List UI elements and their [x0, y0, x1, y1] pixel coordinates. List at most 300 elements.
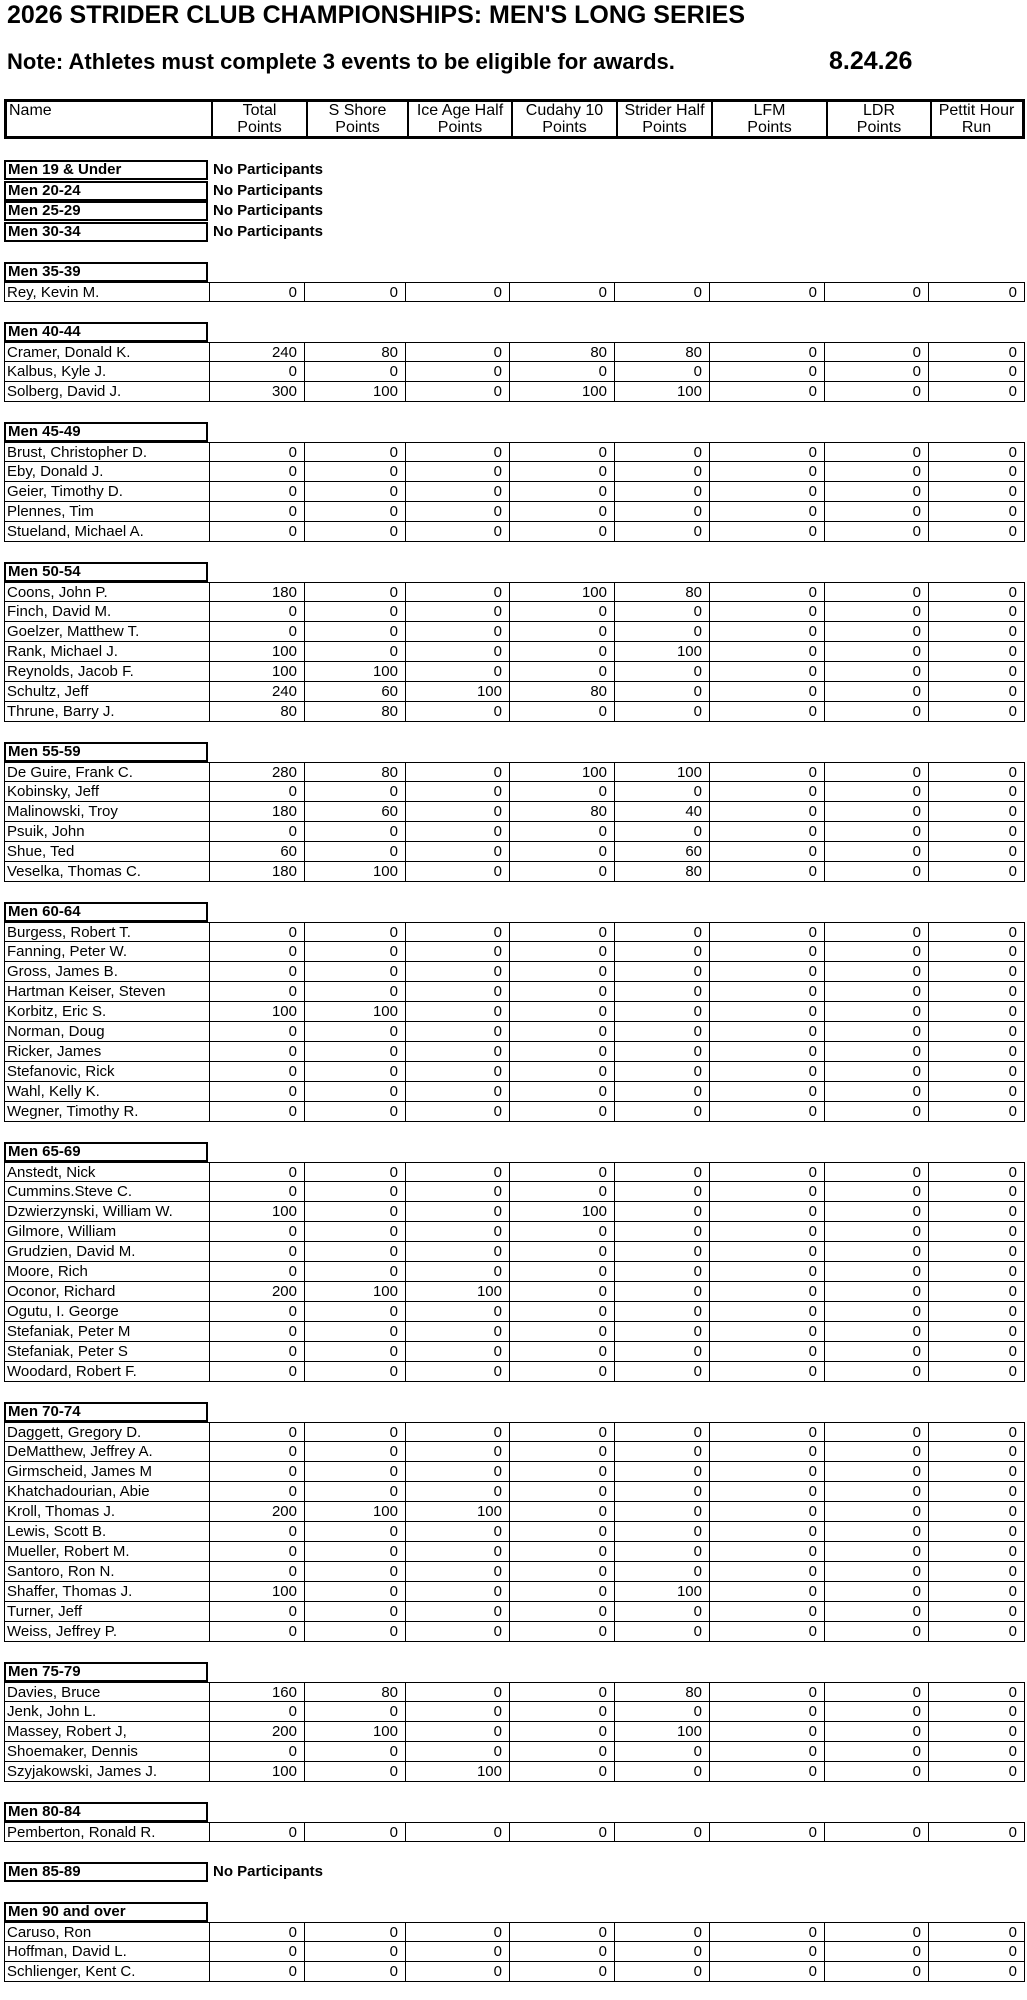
strider-half-points-cell: 0 — [614, 1522, 709, 1542]
strider-half-points-cell: 0 — [614, 1022, 709, 1042]
total-points-cell: 0 — [209, 1362, 304, 1382]
pettit-hour-run-cell: 0 — [928, 1822, 1025, 1842]
ldr-points-cell: 0 — [824, 1222, 928, 1242]
pettit-hour-run-cell: 0 — [928, 922, 1025, 942]
total-points-cell: 0 — [209, 442, 304, 462]
column-header-line2: Points — [856, 119, 902, 136]
lfm-points-cell: 0 — [709, 782, 824, 802]
column-divider — [511, 102, 513, 136]
column-header-ice-age-half-points — [408, 102, 512, 136]
ice-age-half-points-cell: 0 — [405, 522, 509, 542]
lfm-points-cell: 0 — [709, 502, 824, 522]
total-points-cell: 0 — [209, 622, 304, 642]
strider-half-points-cell: 0 — [614, 1042, 709, 1062]
s-shore-points-cell: 0 — [304, 1042, 405, 1062]
athlete-name: Jenk, John L. — [4, 1702, 209, 1722]
table-row — [4, 702, 1025, 722]
athlete-name: Fanning, Peter W. — [4, 942, 209, 962]
pettit-hour-run-cell: 0 — [928, 1962, 1025, 1982]
cudahy-10-points-cell: 0 — [509, 1522, 614, 1542]
table-row — [4, 782, 1025, 802]
lfm-points-cell: 0 — [709, 1942, 824, 1962]
table-row — [4, 1482, 1025, 1502]
strider-half-points-cell: 100 — [614, 642, 709, 662]
table-row — [4, 1702, 1025, 1722]
ldr-points-cell: 0 — [824, 522, 928, 542]
strider-half-points-cell: 0 — [614, 1222, 709, 1242]
pettit-hour-run-cell: 0 — [928, 1702, 1025, 1722]
pettit-hour-run-cell: 0 — [928, 342, 1025, 362]
s-shore-points-cell: 0 — [304, 1322, 405, 1342]
ice-age-half-points-cell: 0 — [405, 282, 509, 302]
lfm-points-cell: 0 — [709, 702, 824, 722]
total-points-cell: 0 — [209, 1022, 304, 1042]
pettit-hour-run-cell: 0 — [928, 862, 1025, 882]
ldr-points-cell: 0 — [824, 662, 928, 682]
pettit-hour-run-cell: 0 — [928, 1042, 1025, 1062]
athlete-name: Hoffman, David L. — [4, 1942, 209, 1962]
age-group-label: Men 60-64 — [4, 902, 208, 922]
s-shore-points-cell: 0 — [304, 1202, 405, 1222]
athlete-name: Daggett, Gregory D. — [4, 1422, 209, 1442]
total-points-cell: 0 — [209, 942, 304, 962]
ice-age-half-points-cell: 0 — [405, 1222, 509, 1242]
cudahy-10-points-cell: 0 — [509, 602, 614, 622]
total-points-cell: 0 — [209, 1342, 304, 1362]
cudahy-10-points-cell: 0 — [509, 502, 614, 522]
ice-age-half-points-cell: 0 — [405, 842, 509, 862]
ldr-points-cell: 0 — [824, 802, 928, 822]
cudahy-10-points-cell: 0 — [509, 1182, 614, 1202]
cudahy-10-points-cell: 80 — [509, 802, 614, 822]
cudahy-10-points-cell: 0 — [509, 442, 614, 462]
cudahy-10-points-cell: 80 — [509, 342, 614, 362]
total-points-cell: 0 — [209, 1442, 304, 1462]
ldr-points-cell: 0 — [824, 682, 928, 702]
total-points-cell: 0 — [209, 1082, 304, 1102]
athlete-name: Shoemaker, Dennis — [4, 1742, 209, 1762]
column-header-line1: Name — [9, 102, 52, 119]
strider-half-points-cell: 0 — [614, 1482, 709, 1502]
column-header-row — [4, 99, 1025, 139]
athlete-name: Pemberton, Ronald R. — [4, 1822, 209, 1842]
athlete-name: Dzwierzynski, William W. — [4, 1202, 209, 1222]
s-shore-points-cell: 0 — [304, 1302, 405, 1322]
ldr-points-cell: 0 — [824, 1602, 928, 1622]
table-row — [4, 602, 1025, 622]
age-group-label: Men 25-29 — [4, 201, 208, 221]
ice-age-half-points-cell: 100 — [405, 1282, 509, 1302]
table-row — [4, 1442, 1025, 1462]
cudahy-10-points-cell: 0 — [509, 1002, 614, 1022]
s-shore-points-cell: 0 — [304, 1922, 405, 1942]
ldr-points-cell: 0 — [824, 1202, 928, 1222]
pettit-hour-run-cell: 0 — [928, 1922, 1025, 1942]
ldr-points-cell: 0 — [824, 842, 928, 862]
athlete-name: Weiss, Jeffrey P. — [4, 1622, 209, 1642]
column-header-line1: S Shore — [328, 102, 387, 119]
strider-half-points-cell: 0 — [614, 622, 709, 642]
ldr-points-cell: 0 — [824, 1762, 928, 1782]
total-points-cell: 300 — [209, 382, 304, 402]
strider-half-points-cell: 0 — [614, 362, 709, 382]
ice-age-half-points-cell: 0 — [405, 1322, 509, 1342]
ldr-points-cell: 0 — [824, 1282, 928, 1302]
total-points-cell: 100 — [209, 1202, 304, 1222]
cudahy-10-points-cell: 0 — [509, 482, 614, 502]
strider-half-points-cell: 0 — [614, 1062, 709, 1082]
ldr-points-cell: 0 — [824, 382, 928, 402]
s-shore-points-cell: 0 — [304, 1102, 405, 1122]
table-row — [4, 1302, 1025, 1322]
table-row — [4, 442, 1025, 462]
athlete-name: Moore, Rich — [4, 1262, 209, 1282]
column-header-line1: LFM — [753, 102, 786, 119]
table-row — [4, 502, 1025, 522]
ldr-points-cell: 0 — [824, 342, 928, 362]
s-shore-points-cell: 60 — [304, 682, 405, 702]
ice-age-half-points-cell: 100 — [405, 1502, 509, 1522]
ldr-points-cell: 0 — [824, 1442, 928, 1462]
strider-half-points-cell: 0 — [614, 1262, 709, 1282]
ldr-points-cell: 0 — [824, 1562, 928, 1582]
pettit-hour-run-cell: 0 — [928, 362, 1025, 382]
total-points-cell: 0 — [209, 1562, 304, 1582]
ice-age-half-points-cell: 0 — [405, 1082, 509, 1102]
table-row — [4, 282, 1025, 302]
total-points-cell: 0 — [209, 482, 304, 502]
lfm-points-cell: 0 — [709, 582, 824, 602]
table-row — [4, 1182, 1025, 1202]
pettit-hour-run-cell: 0 — [928, 1242, 1025, 1262]
total-points-cell: 0 — [209, 362, 304, 382]
total-points-cell: 0 — [209, 1742, 304, 1762]
s-shore-points-cell: 0 — [304, 1942, 405, 1962]
s-shore-points-cell: 0 — [304, 1022, 405, 1042]
ice-age-half-points-cell: 0 — [405, 1622, 509, 1642]
age-group-label: Men 35-39 — [4, 262, 208, 282]
s-shore-points-cell: 0 — [304, 1702, 405, 1722]
lfm-points-cell: 0 — [709, 1262, 824, 1282]
column-header-strider-half-points — [617, 102, 712, 136]
athlete-name: Davies, Bruce — [4, 1682, 209, 1702]
table-row — [4, 862, 1025, 882]
ice-age-half-points-cell: 0 — [405, 1102, 509, 1122]
strider-half-points-cell: 0 — [614, 602, 709, 622]
cudahy-10-points-cell: 0 — [509, 622, 614, 642]
athlete-name: Mueller, Robert M. — [4, 1542, 209, 1562]
ice-age-half-points-cell: 0 — [405, 1042, 509, 1062]
column-header-total-points — [212, 102, 307, 136]
strider-half-points-cell: 0 — [614, 1162, 709, 1182]
ice-age-half-points-cell: 0 — [405, 442, 509, 462]
pettit-hour-run-cell: 0 — [928, 782, 1025, 802]
ice-age-half-points-cell: 0 — [405, 1742, 509, 1762]
column-header-line2: Points — [437, 119, 483, 136]
s-shore-points-cell: 0 — [304, 1362, 405, 1382]
athlete-name: Massey, Robert J, — [4, 1722, 209, 1742]
cudahy-10-points-cell: 0 — [509, 1482, 614, 1502]
athlete-name: Ricker, James — [4, 1042, 209, 1062]
column-header-line2: Points — [747, 119, 792, 136]
athlete-name: Stefanovic, Rick — [4, 1062, 209, 1082]
table-row — [4, 342, 1025, 362]
athlete-name: DeMatthew, Jeffrey A. — [4, 1442, 209, 1462]
total-points-cell: 180 — [209, 862, 304, 882]
total-points-cell: 0 — [209, 522, 304, 542]
total-points-cell: 0 — [209, 1162, 304, 1182]
ice-age-half-points-cell: 0 — [405, 1022, 509, 1042]
strider-half-points-cell: 0 — [614, 1822, 709, 1842]
lfm-points-cell: 0 — [709, 862, 824, 882]
table-row — [4, 1282, 1025, 1302]
cudahy-10-points-cell: 0 — [509, 282, 614, 302]
lfm-points-cell: 0 — [709, 1102, 824, 1122]
ice-age-half-points-cell: 0 — [405, 582, 509, 602]
table-row — [4, 1362, 1025, 1382]
s-shore-points-cell: 80 — [304, 762, 405, 782]
lfm-points-cell: 0 — [709, 622, 824, 642]
table-row — [4, 1562, 1025, 1582]
total-points-cell: 0 — [209, 1602, 304, 1622]
total-points-cell: 0 — [209, 962, 304, 982]
total-points-cell: 200 — [209, 1722, 304, 1742]
pettit-hour-run-cell: 0 — [928, 1682, 1025, 1702]
total-points-cell: 100 — [209, 662, 304, 682]
cudahy-10-points-cell: 0 — [509, 1542, 614, 1562]
lfm-points-cell: 0 — [709, 1242, 824, 1262]
strider-half-points-cell: 0 — [614, 1702, 709, 1722]
lfm-points-cell: 0 — [709, 1222, 824, 1242]
strider-half-points-cell: 0 — [614, 462, 709, 482]
age-group-label: Men 80-84 — [4, 1802, 208, 1822]
total-points-cell: 0 — [209, 1702, 304, 1722]
column-divider — [211, 102, 213, 136]
cudahy-10-points-cell: 0 — [509, 822, 614, 842]
pettit-hour-run-cell: 0 — [928, 822, 1025, 842]
s-shore-points-cell: 0 — [304, 642, 405, 662]
ice-age-half-points-cell: 0 — [405, 942, 509, 962]
total-points-cell: 80 — [209, 702, 304, 722]
pettit-hour-run-cell: 0 — [928, 1762, 1025, 1782]
ice-age-half-points-cell: 0 — [405, 1242, 509, 1262]
lfm-points-cell: 0 — [709, 922, 824, 942]
column-header-line1: LDR — [862, 102, 895, 119]
ldr-points-cell: 0 — [824, 1622, 928, 1642]
total-points-cell: 100 — [209, 1762, 304, 1782]
cudahy-10-points-cell: 0 — [509, 1822, 614, 1842]
ldr-points-cell: 0 — [824, 1502, 928, 1522]
ldr-points-cell: 0 — [824, 1082, 928, 1102]
s-shore-points-cell: 100 — [304, 1502, 405, 1522]
table-row — [4, 622, 1025, 642]
lfm-points-cell: 0 — [709, 982, 824, 1002]
cudahy-10-points-cell: 0 — [509, 462, 614, 482]
s-shore-points-cell: 0 — [304, 1742, 405, 1762]
strider-half-points-cell: 0 — [614, 522, 709, 542]
cudahy-10-points-cell: 0 — [509, 1162, 614, 1182]
athlete-name: Girmscheid, James M — [4, 1462, 209, 1482]
s-shore-points-cell: 0 — [304, 282, 405, 302]
cudahy-10-points-cell: 0 — [509, 1502, 614, 1522]
table-row — [4, 1542, 1025, 1562]
column-header-cudahy-10-points — [512, 102, 617, 136]
ldr-points-cell: 0 — [824, 922, 928, 942]
pettit-hour-run-cell: 0 — [928, 442, 1025, 462]
lfm-points-cell: 0 — [709, 362, 824, 382]
s-shore-points-cell: 0 — [304, 1762, 405, 1782]
cudahy-10-points-cell: 0 — [509, 1962, 614, 1982]
age-group-label: Men 50-54 — [4, 562, 208, 582]
table-row — [4, 1202, 1025, 1222]
ice-age-half-points-cell: 0 — [405, 1722, 509, 1742]
total-points-cell: 60 — [209, 842, 304, 862]
pettit-hour-run-cell: 0 — [928, 1442, 1025, 1462]
athlete-name: Woodard, Robert F. — [4, 1362, 209, 1382]
strider-half-points-cell: 80 — [614, 1682, 709, 1702]
table-row — [4, 1422, 1025, 1442]
ldr-points-cell: 0 — [824, 762, 928, 782]
cudahy-10-points-cell: 0 — [509, 642, 614, 662]
athlete-name: Stueland, Michael A. — [4, 522, 209, 542]
s-shore-points-cell: 0 — [304, 1622, 405, 1642]
table-row — [4, 642, 1025, 662]
strider-half-points-cell: 0 — [614, 662, 709, 682]
cudahy-10-points-cell: 0 — [509, 1082, 614, 1102]
s-shore-points-cell: 0 — [304, 982, 405, 1002]
total-points-cell: 100 — [209, 642, 304, 662]
strider-half-points-cell: 0 — [614, 982, 709, 1002]
s-shore-points-cell: 80 — [304, 342, 405, 362]
cudahy-10-points-cell: 0 — [509, 1562, 614, 1582]
lfm-points-cell: 0 — [709, 1302, 824, 1322]
s-shore-points-cell: 60 — [304, 802, 405, 822]
pettit-hour-run-cell: 0 — [928, 1262, 1025, 1282]
s-shore-points-cell: 100 — [304, 382, 405, 402]
total-points-cell: 0 — [209, 1322, 304, 1342]
ldr-points-cell: 0 — [824, 1322, 928, 1342]
column-header-s-shore-points — [307, 102, 408, 136]
s-shore-points-cell: 100 — [304, 1282, 405, 1302]
lfm-points-cell: 0 — [709, 1462, 824, 1482]
total-points-cell: 0 — [209, 1542, 304, 1562]
total-points-cell: 100 — [209, 1582, 304, 1602]
ldr-points-cell: 0 — [824, 642, 928, 662]
cudahy-10-points-cell: 0 — [509, 1462, 614, 1482]
ldr-points-cell: 0 — [824, 1542, 928, 1562]
athlete-name: Wegner, Timothy R. — [4, 1102, 209, 1122]
table-row — [4, 802, 1025, 822]
s-shore-points-cell: 0 — [304, 1422, 405, 1442]
ice-age-half-points-cell: 0 — [405, 1182, 509, 1202]
athlete-name: Cummins.Steve C. — [4, 1182, 209, 1202]
pettit-hour-run-cell: 0 — [928, 1182, 1025, 1202]
strider-half-points-cell: 0 — [614, 1562, 709, 1582]
cudahy-10-points-cell: 0 — [509, 662, 614, 682]
pettit-hour-run-cell: 0 — [928, 642, 1025, 662]
lfm-points-cell: 0 — [709, 1962, 824, 1982]
cudahy-10-points-cell: 0 — [509, 522, 614, 542]
table-row — [4, 582, 1025, 602]
lfm-points-cell: 0 — [709, 1282, 824, 1302]
report-date: 8.24.26 — [829, 47, 913, 75]
table-row — [4, 922, 1025, 942]
column-header-line1: Strider Half — [624, 102, 705, 119]
lfm-points-cell: 0 — [709, 462, 824, 482]
athlete-name: Kalbus, Kyle J. — [4, 362, 209, 382]
athlete-name: Reynolds, Jacob F. — [4, 662, 209, 682]
table-row — [4, 762, 1025, 782]
age-group-label: Men 30-34 — [4, 222, 208, 242]
strider-half-points-cell: 60 — [614, 842, 709, 862]
ice-age-half-points-cell: 0 — [405, 1822, 509, 1842]
total-points-cell: 0 — [209, 282, 304, 302]
athlete-name: Caruso, Ron — [4, 1922, 209, 1942]
age-group-label: Men 19 & Under — [4, 160, 208, 180]
age-group-label: Men 70-74 — [4, 1402, 208, 1422]
total-points-cell: 180 — [209, 582, 304, 602]
pettit-hour-run-cell: 0 — [928, 1582, 1025, 1602]
strider-half-points-cell: 0 — [614, 1962, 709, 1982]
ice-age-half-points-cell: 0 — [405, 662, 509, 682]
ice-age-half-points-cell: 0 — [405, 502, 509, 522]
pettit-hour-run-cell: 0 — [928, 282, 1025, 302]
strider-half-points-cell: 0 — [614, 1462, 709, 1482]
s-shore-points-cell: 0 — [304, 1822, 405, 1842]
total-points-cell: 160 — [209, 1682, 304, 1702]
pettit-hour-run-cell: 0 — [928, 702, 1025, 722]
lfm-points-cell: 0 — [709, 382, 824, 402]
lfm-points-cell: 0 — [709, 482, 824, 502]
table-row — [4, 1022, 1025, 1042]
cudahy-10-points-cell: 0 — [509, 1362, 614, 1382]
total-points-cell: 0 — [209, 1062, 304, 1082]
pettit-hour-run-cell: 0 — [928, 1022, 1025, 1042]
s-shore-points-cell: 100 — [304, 1002, 405, 1022]
ldr-points-cell: 0 — [824, 1822, 928, 1842]
cudahy-10-points-cell: 0 — [509, 1582, 614, 1602]
table-row — [4, 1082, 1025, 1102]
cudahy-10-points-cell: 0 — [509, 1302, 614, 1322]
ldr-points-cell: 0 — [824, 602, 928, 622]
strider-half-points-cell: 0 — [614, 1762, 709, 1782]
ice-age-half-points-cell: 0 — [405, 1002, 509, 1022]
athlete-name: Lewis, Scott B. — [4, 1522, 209, 1542]
cudahy-10-points-cell: 0 — [509, 862, 614, 882]
lfm-points-cell: 0 — [709, 1622, 824, 1642]
total-points-cell: 0 — [209, 1042, 304, 1062]
lfm-points-cell: 0 — [709, 802, 824, 822]
cudahy-10-points-cell: 0 — [509, 982, 614, 1002]
ice-age-half-points-cell: 0 — [405, 1482, 509, 1502]
strider-half-points-cell: 0 — [614, 682, 709, 702]
ice-age-half-points-cell: 0 — [405, 922, 509, 942]
lfm-points-cell: 0 — [709, 1062, 824, 1082]
athlete-name: Burgess, Robert T. — [4, 922, 209, 942]
table-row — [4, 1602, 1025, 1622]
athlete-name: Veselka, Thomas C. — [4, 862, 209, 882]
cudahy-10-points-cell: 0 — [509, 1102, 614, 1122]
table-row — [4, 1342, 1025, 1362]
strider-half-points-cell: 0 — [614, 502, 709, 522]
column-header-line1: Cudahy 10 — [525, 102, 604, 119]
no-participants-text: No Participants — [213, 202, 324, 219]
table-row — [4, 1162, 1025, 1182]
ldr-points-cell: 0 — [824, 1722, 928, 1742]
ldr-points-cell: 0 — [824, 282, 928, 302]
no-participants-text: No Participants — [213, 161, 324, 178]
ice-age-half-points-cell: 0 — [405, 362, 509, 382]
